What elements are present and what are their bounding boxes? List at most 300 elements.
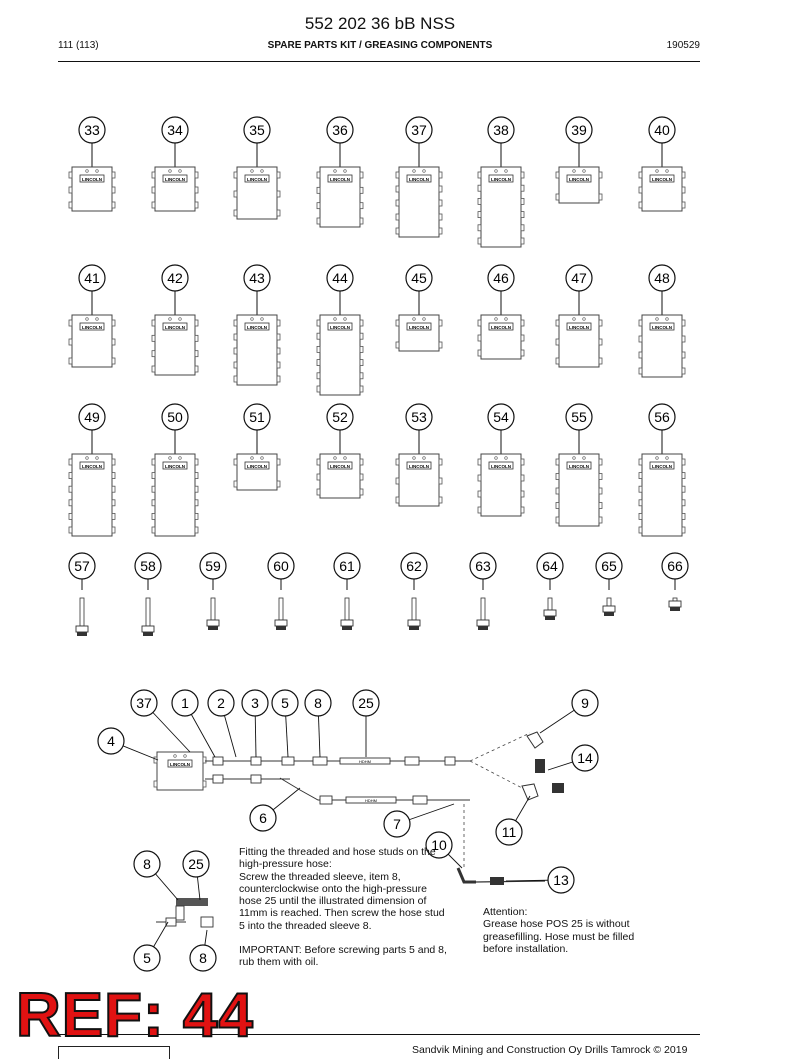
outlet-right bbox=[112, 339, 115, 345]
grease-fitting bbox=[275, 598, 287, 630]
outlet-left bbox=[234, 459, 237, 465]
detail-callout-8 bbox=[190, 930, 216, 971]
outlet-right bbox=[599, 339, 602, 345]
outlet-left bbox=[639, 172, 642, 178]
callout-47 bbox=[566, 265, 592, 315]
hose-marking: HDHM bbox=[359, 759, 371, 764]
block-brand: LINCOLN bbox=[569, 325, 589, 330]
outlet-right bbox=[277, 191, 280, 197]
outlet-left bbox=[69, 172, 72, 178]
outlet-left bbox=[152, 459, 155, 465]
outlet-right bbox=[203, 781, 206, 787]
fitting-base bbox=[409, 626, 419, 630]
fitting-stem bbox=[211, 598, 215, 620]
outlet-right bbox=[112, 473, 115, 479]
callout-label: 3 bbox=[251, 695, 259, 711]
callout-label: 57 bbox=[74, 558, 90, 574]
outlet-left bbox=[317, 333, 320, 339]
outlet-right bbox=[521, 350, 524, 356]
outlet-right bbox=[277, 348, 280, 354]
callout-56 bbox=[649, 404, 675, 454]
callout-39 bbox=[566, 117, 592, 167]
callout-42 bbox=[162, 265, 188, 315]
fitting-base bbox=[670, 607, 680, 611]
outlet-right bbox=[112, 513, 115, 519]
outlet-right bbox=[277, 334, 280, 340]
outlet-left bbox=[234, 210, 237, 216]
callout-52 bbox=[327, 404, 353, 454]
fitting-instructions bbox=[239, 846, 449, 969]
callout-53 bbox=[406, 404, 432, 454]
fitting-base bbox=[77, 632, 87, 636]
distributor-block bbox=[69, 167, 115, 211]
tee-fitting bbox=[535, 759, 545, 773]
outlet-right bbox=[682, 352, 685, 358]
outlet-right bbox=[195, 527, 198, 533]
callout-label: 25 bbox=[188, 856, 204, 872]
callout-43 bbox=[244, 265, 270, 315]
outlet-left bbox=[152, 513, 155, 519]
outlet-right bbox=[112, 486, 115, 492]
distributor-block bbox=[639, 167, 685, 211]
outlet-left bbox=[478, 198, 481, 204]
callout-label: 60 bbox=[273, 558, 289, 574]
hose-fitting bbox=[251, 775, 261, 783]
outlet-right bbox=[521, 335, 524, 341]
outlet-left bbox=[556, 172, 559, 178]
outlet-right bbox=[360, 203, 363, 209]
ref-stamp: REF: 44 bbox=[16, 981, 254, 1050]
outlet-left bbox=[317, 459, 320, 465]
distributor-block bbox=[478, 454, 524, 516]
attention-body: Grease hose POS 25 is without greasefilling. Hose must be filled before installation. bbox=[483, 918, 635, 955]
outlet-right bbox=[112, 187, 115, 193]
callout-label: 36 bbox=[332, 122, 348, 138]
outlet-right bbox=[682, 513, 685, 519]
grease-fitting bbox=[76, 598, 88, 636]
outlet-left bbox=[69, 459, 72, 465]
outlet-right bbox=[195, 500, 198, 506]
outlet-right bbox=[112, 320, 115, 326]
assembly-callout-8 bbox=[305, 690, 331, 757]
block-body bbox=[155, 167, 195, 211]
tee-fitting bbox=[522, 784, 538, 800]
outlet-right bbox=[360, 474, 363, 480]
detail-callout-25 bbox=[183, 851, 209, 900]
block-brand: LINCOLN bbox=[247, 177, 267, 182]
callout-63 bbox=[470, 553, 496, 590]
callout-label: 50 bbox=[167, 409, 183, 425]
outlet-right bbox=[599, 320, 602, 326]
callout-62 bbox=[401, 553, 427, 590]
outlet-right bbox=[682, 500, 685, 506]
distributor-block bbox=[154, 752, 206, 790]
assembly-callout-25 bbox=[353, 690, 379, 757]
callout-label: 25 bbox=[358, 695, 374, 711]
callout-label: 14 bbox=[577, 750, 593, 766]
outlet-left bbox=[317, 373, 320, 379]
outlet-left bbox=[234, 191, 237, 197]
callout-58 bbox=[135, 553, 161, 590]
block-brand: LINCOLN bbox=[652, 464, 672, 469]
grease-fitting bbox=[477, 598, 489, 630]
outlet-left bbox=[556, 488, 559, 494]
outlet-left bbox=[317, 474, 320, 480]
attention-note bbox=[483, 906, 653, 955]
fitting-stem bbox=[279, 598, 283, 620]
fitting-base bbox=[478, 626, 488, 630]
outlet-right bbox=[360, 333, 363, 339]
outlet-right bbox=[682, 486, 685, 492]
fitting-heading: Fitting the threaded and hose studs on the high-pressure hose: bbox=[239, 846, 436, 871]
distributor-block bbox=[556, 167, 602, 203]
fitting-hex bbox=[603, 606, 615, 612]
callout-label: 61 bbox=[339, 558, 355, 574]
fitting-base bbox=[342, 626, 352, 630]
attention-title: Attention: bbox=[483, 906, 528, 918]
route-dashed bbox=[470, 733, 530, 761]
outlet-right bbox=[521, 459, 524, 465]
outlet-right bbox=[195, 335, 198, 341]
outlet-left bbox=[317, 360, 320, 366]
outlet-left bbox=[556, 503, 559, 509]
outlet-left bbox=[69, 486, 72, 492]
callout-label: 44 bbox=[332, 270, 348, 286]
distributor-block bbox=[234, 315, 280, 385]
outlet-right bbox=[439, 478, 442, 484]
outlet-right bbox=[682, 473, 685, 479]
callout-label: 1 bbox=[181, 695, 189, 711]
distributor-block bbox=[317, 454, 363, 498]
callout-label: 8 bbox=[199, 950, 207, 966]
outlet-left bbox=[152, 473, 155, 479]
section-title: SPARE PARTS KIT / GREASING COMPONENTS bbox=[267, 40, 493, 51]
document-id: 552 202 36 bB NSS bbox=[304, 14, 456, 33]
outlet-left bbox=[317, 218, 320, 224]
outlet-right bbox=[195, 473, 198, 479]
callout-50 bbox=[162, 404, 188, 454]
outlet-right bbox=[521, 172, 524, 178]
outlet-left bbox=[478, 238, 481, 244]
callout-label: 33 bbox=[84, 122, 100, 138]
outlet-right bbox=[439, 172, 442, 178]
detail-callout-5 bbox=[134, 922, 168, 971]
block-brand: LINCOLN bbox=[330, 464, 350, 469]
hose-fitting bbox=[213, 775, 223, 783]
outlet-right bbox=[360, 489, 363, 495]
callout-label: 64 bbox=[542, 558, 558, 574]
callout-label: 5 bbox=[143, 950, 151, 966]
outlet-left bbox=[154, 781, 157, 787]
outlet-left bbox=[234, 348, 237, 354]
outlet-right bbox=[521, 185, 524, 191]
callout-label: 59 bbox=[205, 558, 221, 574]
callout-label: 56 bbox=[654, 409, 670, 425]
outlet-right bbox=[112, 358, 115, 364]
outlet-left bbox=[396, 459, 399, 465]
outlet-left bbox=[69, 202, 72, 208]
outlet-right bbox=[439, 186, 442, 192]
outlet-left bbox=[317, 320, 320, 326]
outlet-left bbox=[317, 187, 320, 193]
callout-label: 4 bbox=[107, 733, 115, 749]
distributor-block bbox=[478, 167, 524, 247]
outlet-left bbox=[154, 757, 157, 763]
outlet-right bbox=[599, 517, 602, 523]
outlet-right bbox=[195, 202, 198, 208]
fitting-stem bbox=[146, 598, 150, 626]
outlet-left bbox=[234, 376, 237, 382]
outlet-right bbox=[195, 486, 198, 492]
hose-fitting bbox=[490, 877, 504, 885]
outlet-right bbox=[521, 507, 524, 513]
callout-38 bbox=[488, 117, 514, 167]
outlet-left bbox=[152, 187, 155, 193]
distributor-block bbox=[396, 315, 442, 351]
block-brand: LINCOLN bbox=[491, 325, 511, 330]
callout-label: 66 bbox=[667, 558, 683, 574]
outlet-left bbox=[639, 368, 642, 374]
outlet-left bbox=[556, 517, 559, 523]
callout-48 bbox=[649, 265, 675, 315]
outlet-right bbox=[195, 459, 198, 465]
outlet-right bbox=[360, 346, 363, 352]
callout-44 bbox=[327, 265, 353, 315]
outlet-left bbox=[556, 459, 559, 465]
detail-callout-8 bbox=[134, 851, 178, 900]
block-body bbox=[559, 167, 599, 203]
fitting-base bbox=[208, 626, 218, 630]
fitting-stem bbox=[481, 598, 485, 620]
callout-36 bbox=[327, 117, 353, 167]
block-brand: LINCOLN bbox=[330, 325, 350, 330]
outlet-right bbox=[682, 172, 685, 178]
block-brand: LINCOLN bbox=[652, 177, 672, 182]
distributor-block bbox=[234, 454, 280, 490]
outlet-right bbox=[599, 488, 602, 494]
fitting-base bbox=[545, 616, 555, 620]
outlet-right bbox=[521, 198, 524, 204]
outlet-right bbox=[439, 228, 442, 234]
outlet-left bbox=[639, 187, 642, 193]
callout-51 bbox=[244, 404, 270, 454]
block-brand: LINCOLN bbox=[170, 762, 190, 767]
block-brand: LINCOLN bbox=[409, 177, 429, 182]
outlet-left bbox=[396, 497, 399, 503]
fitting-hex bbox=[477, 620, 489, 626]
fitting-stem bbox=[548, 598, 552, 610]
hose-marking: HDHM bbox=[365, 798, 377, 803]
outlet-left bbox=[317, 346, 320, 352]
grease-fitting bbox=[544, 598, 556, 620]
outlet-left bbox=[69, 187, 72, 193]
callout-label: 9 bbox=[581, 695, 589, 711]
callout-label: 45 bbox=[411, 270, 427, 286]
distributor-block bbox=[152, 454, 198, 536]
outlet-left bbox=[69, 320, 72, 326]
assembly-callout-2 bbox=[208, 690, 236, 757]
outlet-right bbox=[277, 376, 280, 382]
outlet-left bbox=[478, 185, 481, 191]
outlet-right bbox=[360, 187, 363, 193]
page-number: 111 (113) bbox=[58, 40, 99, 51]
outlet-right bbox=[682, 368, 685, 374]
fitting-hex bbox=[142, 626, 154, 632]
detail-threaded-sleeve bbox=[201, 917, 213, 927]
outlet-right bbox=[521, 491, 524, 497]
outlet-right bbox=[599, 474, 602, 480]
assembly-callout-11 bbox=[496, 796, 530, 845]
outlet-left bbox=[639, 320, 642, 326]
hose-fitting bbox=[251, 757, 261, 765]
outlet-right bbox=[277, 362, 280, 368]
document-code: 190529 bbox=[666, 40, 700, 51]
callout-65 bbox=[596, 553, 622, 590]
outlet-right bbox=[360, 373, 363, 379]
outlet-left bbox=[152, 202, 155, 208]
outlet-right bbox=[277, 210, 280, 216]
outlet-right bbox=[360, 320, 363, 326]
outlet-left bbox=[152, 486, 155, 492]
distributor-block bbox=[152, 315, 198, 375]
block-brand: LINCOLN bbox=[569, 177, 589, 182]
outlet-left bbox=[317, 203, 320, 209]
outlet-right bbox=[599, 172, 602, 178]
outlet-right bbox=[277, 320, 280, 326]
fitting-stem bbox=[345, 598, 349, 620]
callout-label: 8 bbox=[143, 856, 151, 872]
block-brand: LINCOLN bbox=[165, 177, 185, 182]
outlet-right bbox=[195, 320, 198, 326]
distributor-block bbox=[396, 167, 442, 237]
distributor-block bbox=[69, 454, 115, 536]
hose-fitting bbox=[313, 757, 327, 765]
callout-label: 53 bbox=[411, 409, 427, 425]
callout-label: 42 bbox=[167, 270, 183, 286]
fitting-hex bbox=[76, 626, 88, 632]
assembly-callout-9 bbox=[540, 690, 598, 733]
callout-label: 41 bbox=[84, 270, 100, 286]
outlet-left bbox=[152, 172, 155, 178]
block-brand: LINCOLN bbox=[409, 464, 429, 469]
distributor-block bbox=[317, 315, 363, 395]
outlet-left bbox=[396, 214, 399, 220]
footer-copyright: Sandvik Mining and Construction Oy Drills Tamrock © 2019 bbox=[412, 1044, 688, 1056]
block-brand: LINCOLN bbox=[491, 464, 511, 469]
callout-label: 8 bbox=[314, 695, 322, 711]
outlet-left bbox=[478, 475, 481, 481]
fitting-base bbox=[604, 612, 614, 616]
outlet-left bbox=[478, 212, 481, 218]
callout-60 bbox=[268, 553, 294, 590]
outlet-right bbox=[521, 212, 524, 218]
fitting-body: Screw the threaded sleeve, item 8, counterclockwise onto the high-pressure hose 25 until the illustrated dimension of 11mm is reached. Then screw the hose stud 5 into the threaded sleeve 8. bbox=[239, 870, 445, 932]
outlet-right bbox=[439, 214, 442, 220]
callout-46 bbox=[488, 265, 514, 315]
outlet-left bbox=[69, 527, 72, 533]
outlet-right bbox=[360, 459, 363, 465]
distributor-block bbox=[152, 167, 198, 211]
outlet-left bbox=[69, 513, 72, 519]
tee-fitting bbox=[552, 783, 564, 793]
outlet-right bbox=[360, 386, 363, 392]
outlet-left bbox=[639, 459, 642, 465]
callout-label: 35 bbox=[249, 122, 265, 138]
assembly-callout-7 bbox=[384, 804, 454, 837]
outlet-right bbox=[439, 200, 442, 206]
outlet-left bbox=[478, 320, 481, 326]
outlet-right bbox=[360, 360, 363, 366]
callout-label: 63 bbox=[475, 558, 491, 574]
outlet-right bbox=[277, 459, 280, 465]
callout-49 bbox=[79, 404, 105, 454]
hose-fitting bbox=[213, 757, 223, 765]
block-brand: LINCOLN bbox=[165, 325, 185, 330]
assembly-callout-3 bbox=[242, 690, 268, 757]
assembly-callout-13 bbox=[506, 867, 574, 893]
outlet-left bbox=[152, 351, 155, 357]
outlet-right bbox=[439, 459, 442, 465]
fitting-hex bbox=[544, 610, 556, 616]
fitting-stem bbox=[80, 598, 84, 626]
grease-fitting bbox=[142, 598, 154, 636]
callout-55 bbox=[566, 404, 592, 454]
callout-label: 43 bbox=[249, 270, 265, 286]
outlet-left bbox=[478, 350, 481, 356]
fitting-stem bbox=[607, 598, 611, 606]
callout-66 bbox=[662, 553, 688, 590]
hose-fitting bbox=[413, 796, 427, 804]
grease-fitting bbox=[603, 598, 615, 616]
block-brand: LINCOLN bbox=[82, 177, 102, 182]
outlet-left bbox=[234, 172, 237, 178]
outlet-left bbox=[556, 358, 559, 364]
assembly-callout-5 bbox=[272, 690, 298, 757]
outlet-left bbox=[396, 200, 399, 206]
callout-label: 40 bbox=[654, 122, 670, 138]
outlet-left bbox=[639, 527, 642, 533]
distributor-block bbox=[396, 454, 442, 506]
callout-57 bbox=[69, 553, 95, 590]
outlet-left bbox=[639, 473, 642, 479]
fitting-hex bbox=[207, 620, 219, 626]
outlet-left bbox=[478, 225, 481, 231]
outlet-right bbox=[599, 358, 602, 364]
outlet-right bbox=[195, 366, 198, 372]
outlet-left bbox=[69, 358, 72, 364]
callout-label: 62 bbox=[406, 558, 422, 574]
callout-label: 7 bbox=[393, 816, 401, 832]
callout-59 bbox=[200, 553, 226, 590]
callout-label: 2 bbox=[217, 695, 225, 711]
callout-label: 6 bbox=[259, 810, 267, 826]
callout-41 bbox=[79, 265, 105, 315]
outlet-right bbox=[277, 481, 280, 487]
outlet-left bbox=[478, 459, 481, 465]
block-body bbox=[72, 167, 112, 211]
callout-35 bbox=[244, 117, 270, 167]
outlet-left bbox=[478, 335, 481, 341]
callout-33 bbox=[79, 117, 105, 167]
outlet-left bbox=[478, 172, 481, 178]
fitting-stem bbox=[673, 598, 677, 601]
callout-label: 13 bbox=[553, 872, 569, 888]
block-brand: LINCOLN bbox=[409, 325, 429, 330]
callout-54 bbox=[488, 404, 514, 454]
outlet-right bbox=[599, 194, 602, 200]
block-brand: LINCOLN bbox=[569, 464, 589, 469]
grease-fitting bbox=[207, 598, 219, 630]
